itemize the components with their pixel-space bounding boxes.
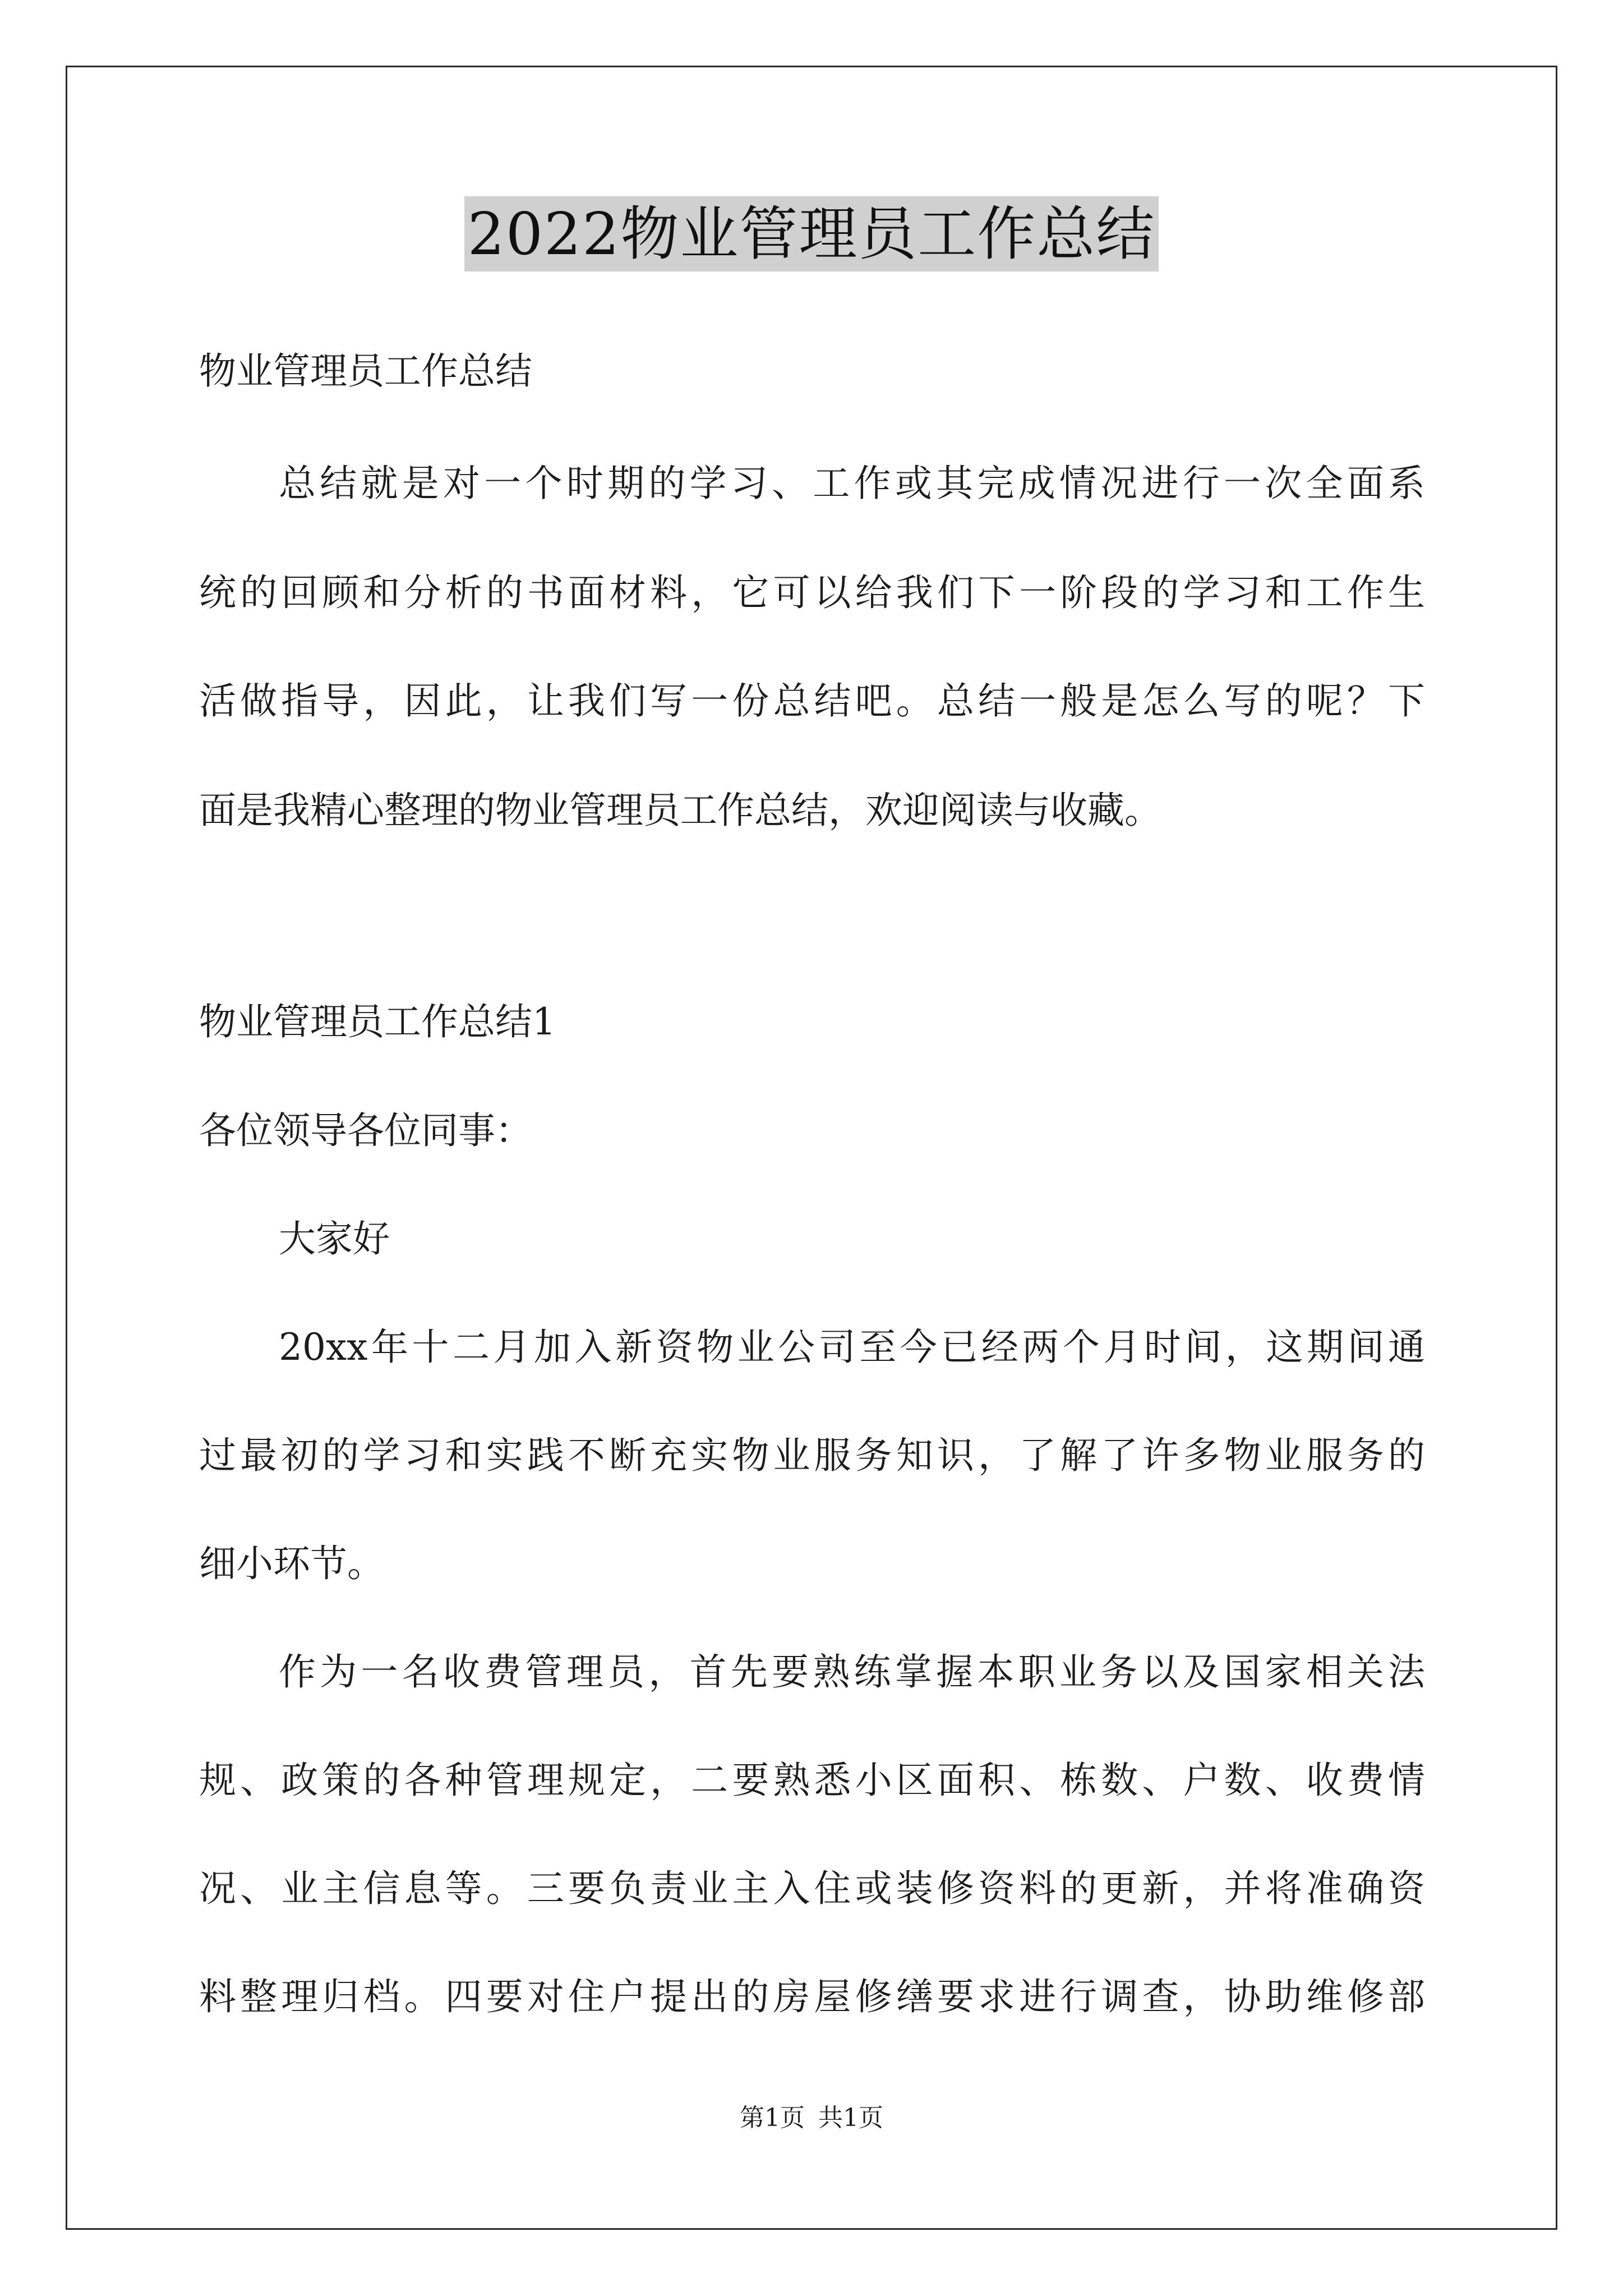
- page-number-total: 共1页: [818, 2104, 883, 2132]
- paragraph-1-line-3: 细小环节。: [199, 1542, 384, 1585]
- intro-paragraph-line-1: 总结就是对一个时期的学习、工作或其完成情况进行一次全面系: [279, 462, 1425, 505]
- paragraph-2-line-1: 作为一名收费管理员，首先要熟练掌握本职业务以及国家相关法: [279, 1650, 1425, 1694]
- greeting-line: 大家好: [279, 1217, 390, 1260]
- intro-paragraph-line-4: 面是我精心整理的物业管理员工作总结，欢迎阅读与收藏。: [199, 789, 1161, 832]
- section-heading: 物业管理员工作总结1: [199, 1000, 556, 1043]
- paragraph-2-line-2: 规、政策的各种管理规定，二要熟悉小区面积、栋数、户数、收费情: [199, 1759, 1425, 1802]
- paragraph-1-line-2: 过最初的学习和实践不断充实物业服务知识，了解了许多物业服务的: [199, 1434, 1425, 1477]
- salutation-line: 各位领导各位同事：: [199, 1109, 532, 1152]
- title-container: [0, 196, 1623, 272]
- intro-paragraph-line-3: 活做指导，因此，让我们写一份总结吧。总结一般是怎么写的呢？下: [199, 679, 1425, 723]
- intro-paragraph-line-2: 统的回顾和分析的书面材料，它可以给我们下一阶段的学习和工作生: [199, 571, 1425, 614]
- page-footer: [0, 2101, 1623, 2135]
- document-title: 2022物业管理员工作总结: [464, 196, 1159, 272]
- subtitle-line: 物业管理员工作总结: [199, 349, 532, 393]
- paragraph-2-line-3: 况、业主信息等。三要负责业主入住或装修资料的更新，并将准确资: [199, 1867, 1425, 1910]
- paragraph-2-line-4: 料整理归档。四要对住户提出的房屋修缮要求进行调查，协助维修部: [199, 1975, 1425, 2018]
- page-number-current: 第1页: [740, 2104, 805, 2132]
- paragraph-1-line-1: 20xx年十二月加入新资物业公司至今已经两个月时间，这期间通: [279, 1326, 1425, 1369]
